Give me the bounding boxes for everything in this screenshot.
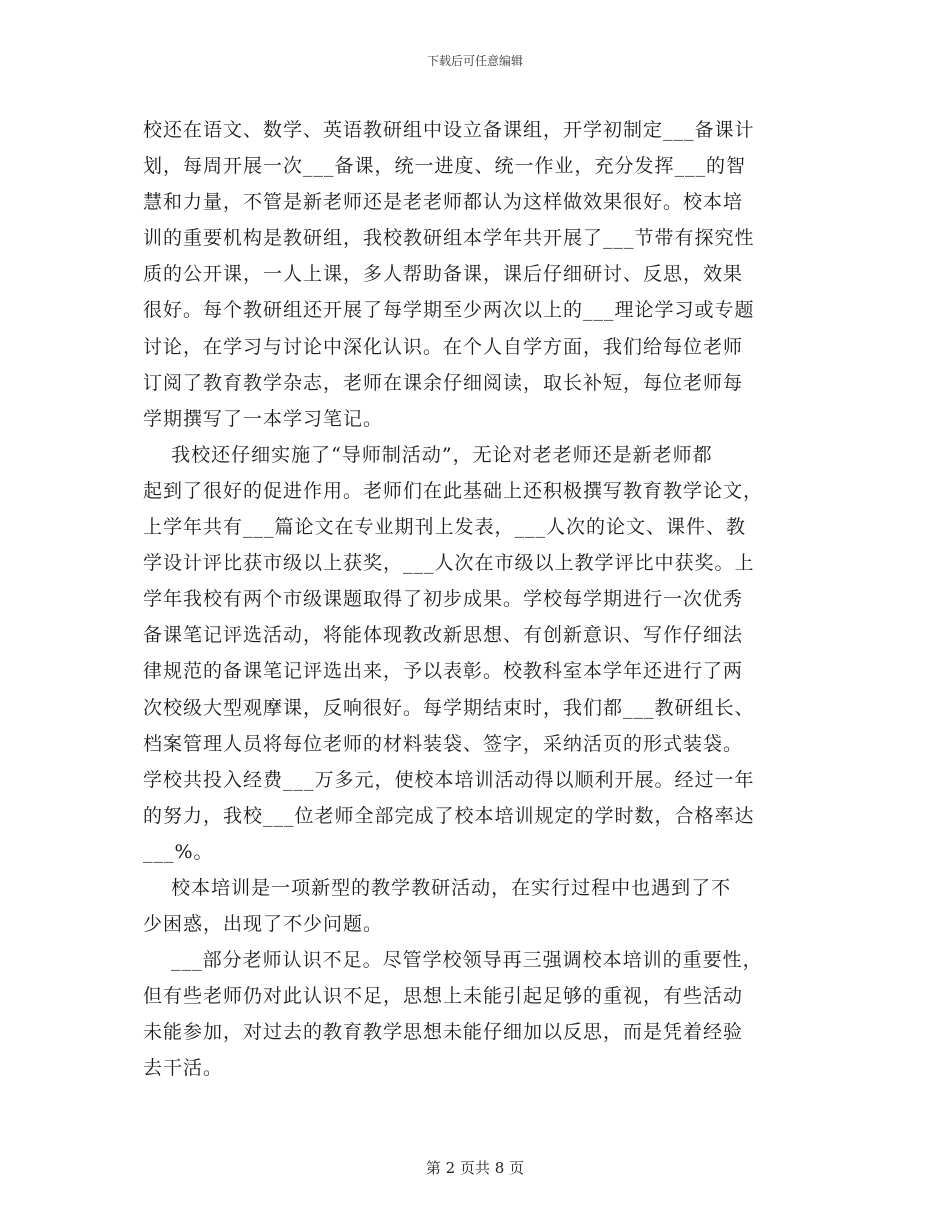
paragraph-line: 未能参加，对过去的教育教学思想未能仔细加以反思，而是凭着经验 (143, 1021, 744, 1044)
paragraph-line: 学期撰写了一本学习笔记。 (143, 407, 384, 430)
paragraph-line: 划，每周开展一次___备课，统一进度、统一作业，充分发挥___的智 (143, 155, 747, 178)
paragraph-line: 质的公开课，一人上课，多人帮助备课，课后仔细研讨、反思，效果 (143, 263, 744, 286)
paragraph-line: 学设计评比获市级以上获奖，___人次在市级以上教学评比中获奖。上 (143, 552, 755, 575)
paragraph-line: 训的重要机构是教研组，我校教研组本学年共开展了___节带有探究性 (143, 227, 755, 250)
paragraph-line: 律规范的备课笔记评选出来，予以表彰。校教科室本学年还进行了两 (143, 660, 744, 683)
paragraph-line: 上学年共有___篇论文在专业期刊上发表，___人次的论文、课件、教 (143, 516, 747, 539)
paragraph-line: 档案管理人员将每位老师的材料装袋、签字，采纳活页的形式装袋。 (143, 732, 744, 755)
paragraph-line: 校本培训是一项新型的教学教研活动，在实行过程中也遇到了不 (143, 876, 732, 899)
document-body (143, 112, 823, 1087)
paragraph-line: ___%。 (143, 840, 214, 863)
paragraph-line: 次校级大型观摩课，反响很好。每学期结束时，我们都___教研组长、 (143, 696, 755, 719)
paragraph-line: 学年我校有两个市级课题取得了初步成果。学校每学期进行一次优秀 (143, 588, 744, 611)
paragraph-line: 订阅了教育教学杂志，老师在课余仔细阅读，取长补短，每位老师每 (143, 371, 744, 394)
paragraph-line: 慧和力量，不管是新老师还是老老师都认为这样做效果很好。校本培 (143, 191, 744, 214)
paragraph-line: 很好。每个教研组还开展了每学期至少两次以上的___理论学习或专题 (143, 299, 755, 322)
paragraph-line: 备课笔记评选活动，将能体现教改新思想、有创新意识、写作仔细法 (143, 624, 744, 647)
paragraph-line: 少困惑，出现了不少问题。 (143, 913, 384, 936)
paragraph-line: 学校共投入经费___万多元，使校本培训活动得以顺利开展。经过一年 (143, 768, 755, 791)
paragraph-line: 的努力，我校___位老师全部完成了校本培训规定的学时数，合格率达 (143, 804, 755, 827)
paragraph-line: 讨论，在学习与讨论中深化认识。在个人自学方面，我们给每位老师 (143, 335, 744, 358)
paragraph-line: ___部分老师认识不足。尽管学校领导再三强调校本培训的重要性， (143, 949, 763, 972)
paragraph-line: 校还在语文、数学、英语教研组中设立备课组，开学初制定___备课计 (143, 119, 755, 141)
paragraph-line: 我校还仔细实施了“导师制活动”，无论对老老师还是新老师都 (143, 443, 713, 466)
page-header: 下载后可任意编辑 (426, 54, 523, 68)
paragraph-line: 起到了很好的促进作用。老师们在此基础上还积极撰写教育教学论文， (143, 479, 764, 502)
paragraph-line: 去干活。 (143, 1057, 224, 1080)
paragraph-line: 但有些老师仍对此认识不足，思想上未能引起足够的重视，有些活动 (143, 985, 744, 1008)
page-number-footer: 第 2 页共 8 页 (425, 1159, 525, 1177)
